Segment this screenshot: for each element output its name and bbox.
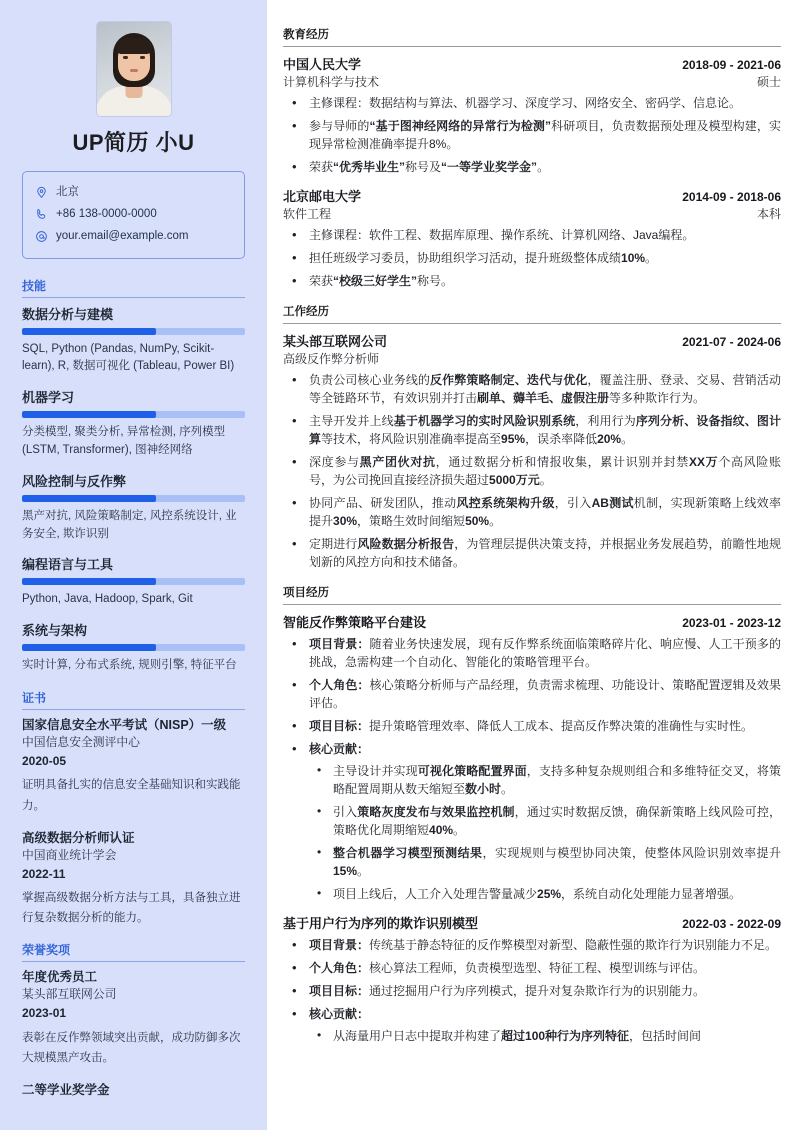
work-entries (283, 331, 781, 571)
work-bullet-item: • 负责公司核心业务线的反作弊策略制定、迭代与优化，覆盖注册、登录、交易、营销活动等全链路环节，有效识别并打击刷单、薅羊毛、虚假注册等多种欺诈行为。 (283, 371, 781, 407)
skill-item (22, 471, 245, 544)
skill-bar (22, 644, 245, 651)
skills-list (22, 304, 245, 676)
skill-description: SQL, Python (Pandas, NumPy, Scikit-learn), R, 数据可视化 (Tableau, Power BI) (22, 342, 235, 373)
skill-bar-fill (22, 578, 156, 585)
award-item-name: 年度优秀员工 (22, 970, 98, 985)
work-header-row (283, 331, 781, 350)
skill-item (22, 554, 245, 609)
certificate-item-date: 2022-11 (22, 866, 66, 881)
project-bullet-item: • 项目背景：随着业务快速发展，现有反作弊系统面临策略碎片化、响应慢、人工干预多的挑战，急需构建一个自动化、智能化的策略管理平台。 (283, 635, 781, 671)
sidebar (0, 0, 267, 1130)
certificate-item-name: 国家信息安全水平考试（NISP）一级 (22, 718, 227, 733)
main-content (267, 0, 799, 1130)
skill-item (22, 387, 245, 460)
skill-description: 实时计算, 分布式系统, 规则引擎, 特征平台 (22, 659, 237, 672)
project-name: 基于用户行为序列的欺诈识别模型 (283, 916, 479, 931)
project-contribution-item: • 从海量用户日志中提取并构建了超过100种行为序列特征，包括时间间 (309, 1027, 781, 1045)
project-contributions: • 核心贡献： • 主导设计并实现可视化策略配置界面，支持多种复杂规则组合和多维特征交叉，将策略配置周期从数天缩短至数小时。 • 引入策略灰度发布与效果监控机制，通过实时数据反馈，确保新策略上线风险可控，策略优化周期缩短40%。 • 整合机器学习模型预测结果，实现规则与模型协同决策，使整体风险识别效率提升15%。 • 项目上线后，人工介入处理告警量减少25%，系统自动化处理能力显著增强。 (283, 740, 781, 903)
photo-eye-right (140, 56, 145, 59)
skill-name: 机器学习 (22, 390, 75, 406)
project-bullet-item: • 项目目标：提升策略管理效率、降低人工成本、提高反作弊决策的准确性与实时性。 (283, 717, 781, 735)
contact-email (35, 226, 232, 248)
project-header-row (283, 913, 781, 932)
education-date: 2014-09 - 2018-06 (682, 190, 781, 204)
skill-bar (22, 328, 245, 335)
skill-name: 风险控制与反作弊 (22, 473, 127, 489)
skill-bar (22, 495, 245, 502)
certificate-item-date: 2020-05 (22, 753, 67, 768)
project-bullet-list (283, 635, 781, 903)
project-bullet-item: • 个人角色：核心算法工程师，负责模型选型、特征工程、模型训练与评估。 (283, 959, 781, 977)
section-work (283, 303, 781, 571)
project-name: 智能反作弊策略平台建设 (283, 615, 427, 630)
project-contribution-item: • 项目上线后，人工介入处理告警量减少25%，系统自动化处理能力显著增强。 (309, 885, 781, 903)
certificate-item-org: 中国商业统计学会 (22, 847, 117, 862)
project-date: 2022-03 - 2022-09 (682, 917, 781, 931)
education-bullet-list (283, 94, 781, 176)
certificate-item-name: 高级数据分析师认证 (22, 830, 135, 845)
contact-phone-text: +86 138-0000-0000 (56, 207, 157, 220)
education-header-row (283, 54, 781, 73)
section-education (283, 26, 781, 290)
education-bullet-item: • 荣获“校级三好学生”称号。 (283, 272, 781, 290)
photo-mouth (130, 69, 138, 72)
skill-description: 黑产对抗, 风险策略制定, 风控系统设计, 业务安全, 欺诈识别 (22, 509, 237, 540)
work-bullet-item: • 协同产品、研发团队，推动风控系统架构升级，引入AB测试机制，实现新策略上线效率提升30%，策略生效时间缩短50%。 (283, 494, 781, 530)
education-bullet-list (283, 226, 781, 290)
education-bullet-item: • 担任班级学习委员，协助组织学习活动，提升班级整体成绩10%。 (283, 249, 781, 267)
sidebar-section-skills-title: 技能 (22, 277, 245, 298)
certificate-item-description: 掌握高级数据分析方法与工具，具备独立进行复杂数据分析的能力。 (22, 892, 241, 925)
photo-wrapper (22, 22, 245, 116)
project-contribution-item: • 整合机器学习模型预测结果，实现规则与模型协同决策，使整体风险识别效率提升15%。 (309, 844, 781, 880)
contact-email-text: your.email@example.com (56, 229, 189, 242)
work-role: 高级反作弊分析师 (283, 352, 380, 366)
project-bullet-list (283, 936, 781, 1045)
skill-name: 编程语言与工具 (22, 557, 114, 573)
skill-item (22, 620, 245, 675)
section-projects-title: 项目经历 (283, 584, 781, 605)
skill-bar (22, 578, 245, 585)
portrait-photo (97, 22, 171, 116)
work-bullet-list (283, 371, 781, 571)
email-icon (35, 230, 48, 243)
education-entries (283, 54, 781, 290)
skill-name: 系统与架构 (22, 623, 88, 639)
work-bullet-item: • 主导开发并上线基于机器学习的实时风险识别系统，利用行为序列分析、设备指纹、图计算等技术，将风险识别准确率提高至95%，误杀率降低20%。 (283, 412, 781, 448)
education-degree: 本科 (756, 207, 781, 221)
contact-location (35, 182, 232, 204)
photo-fringe (116, 38, 152, 54)
certificate-item (22, 829, 245, 929)
project-contribution-list (309, 762, 781, 903)
skill-description: 分类模型, 聚类分析, 异常检测, 序列模型 (LSTM, Transformer), 图神经网络 (22, 426, 226, 456)
project-contributions: • 核心贡献： • 从海量用户日志中提取并构建了超过100种行为序列特征，包括时间间 (283, 1005, 781, 1045)
education-major: 软件工程 (283, 207, 332, 221)
education-sub-row (283, 205, 781, 222)
education-header-row (283, 186, 781, 205)
certificate-item (22, 716, 245, 816)
skill-bar-fill (22, 328, 156, 335)
work-company: 某头部互联网公司 (283, 334, 388, 349)
education-entry (283, 54, 781, 176)
section-projects (283, 584, 781, 1045)
work-bullet-item: • 深度参与黑产团伙对抗，通过数据分析和情报收集，累计识别并封禁XX万个高风险账号，为公司挽回直接经济损失超过5000万元。 (283, 453, 781, 489)
skill-description: Python, Java, Hadoop, Spark, Git (22, 593, 193, 606)
skill-name: 数据分析与建模 (22, 306, 114, 322)
education-entry (283, 186, 781, 290)
education-bullet-item: • 荣获“优秀毕业生”称号及“一等学业奖学金”。 (283, 158, 781, 176)
work-bullet-item: • 定期进行风险数据分析报告，为管理层提供决策支持，并根据业务发展趋势，前瞻性地规划新的风控方向和技术储备。 (283, 535, 781, 571)
award-item-description: 表彰在反作弊领域突出贡献，成功防御多次大规模黑产攻击。 (22, 1031, 241, 1064)
education-sub-row (283, 73, 781, 90)
education-bullet-item: • 主修课程：数据结构与算法、机器学习、深度学习、网络安全、密码学、信息论。 (283, 94, 781, 112)
award-item (22, 1081, 245, 1099)
certificates-list (22, 716, 245, 928)
profile-name: UP简历 小U (72, 130, 195, 155)
project-entries (283, 612, 781, 1045)
contact-phone (35, 204, 232, 226)
skill-bar (22, 411, 245, 418)
project-contribution-item: • 主导设计并实现可视化策略配置界面，支持多种复杂规则组合和多维特征交叉，将策略配置周期从数天缩短至数小时。 (309, 762, 781, 798)
project-bullet-item: • 项目背景：传统基于静态特征的反作弊模型对新型、隐蔽性强的欺诈行为识别能力不足。 (283, 936, 781, 954)
certificate-item-org: 中国信息安全测评中心 (22, 735, 140, 750)
work-entry (283, 331, 781, 571)
project-entry (283, 913, 781, 1045)
certificate-item-description: 证明具备扎实的信息安全基础知识和实践能力。 (22, 779, 241, 812)
award-item-name: 二等学业奖学金 (22, 1083, 110, 1097)
education-degree: 硕士 (756, 75, 781, 89)
award-item (22, 968, 245, 1068)
sidebar-section-awards-title: 荣誉奖项 (22, 941, 245, 962)
project-bullet-item: • 个人角色：核心策略分析师与产品经理，负责需求梳理、功能设计、策略配置逻辑及效果评估。 (283, 676, 781, 712)
section-education-title: 教育经历 (283, 26, 781, 47)
sidebar-section-certs-title: 证书 (22, 689, 245, 710)
education-major: 计算机科学与技术 (283, 75, 380, 89)
project-contribution-list (309, 1027, 781, 1045)
skill-bar-fill (22, 411, 156, 418)
section-work-title: 工作经历 (283, 303, 781, 324)
project-contribution-item: • 引入策略灰度发布与效果监控机制，通过实时数据反馈，确保新策略上线风险可控，策略优化周期缩短40%。 (309, 803, 781, 839)
skill-item (22, 304, 245, 377)
work-date: 2021-07 - 2024-06 (682, 335, 781, 349)
photo-eye-left (123, 56, 128, 59)
project-entry (283, 612, 781, 903)
education-school: 北京邮电大学 (283, 189, 362, 204)
education-bullet-item: • 参与导师的“基于图神经网络的异常行为检测”科研项目，负责数据预处理及模型构建，实现异常检测准确率提升8%。 (283, 117, 781, 153)
project-date: 2023-01 - 2023-12 (682, 616, 781, 630)
award-item-org: 某头部互联网公司 (22, 987, 117, 1002)
skill-bar-fill (22, 495, 156, 502)
phone-icon (35, 208, 48, 221)
project-bullet-item: • 项目目标：通过挖掘用户行为序列模式，提升对复杂欺诈行为的识别能力。 (283, 982, 781, 1000)
contact-location-text: 北京 (56, 186, 79, 198)
awards-list (22, 968, 245, 1099)
award-item-date: 2023-01 (22, 1006, 67, 1021)
education-date: 2018-09 - 2021-06 (682, 58, 781, 72)
location-icon (35, 186, 48, 199)
project-header-row (283, 612, 781, 631)
education-school: 中国人民大学 (283, 57, 362, 72)
education-bullet-item: • 主修课程：软件工程、数据库原理、操作系统、计算机网络、Java编程。 (283, 226, 781, 244)
contact-box (22, 171, 245, 259)
skill-bar-fill (22, 644, 156, 651)
